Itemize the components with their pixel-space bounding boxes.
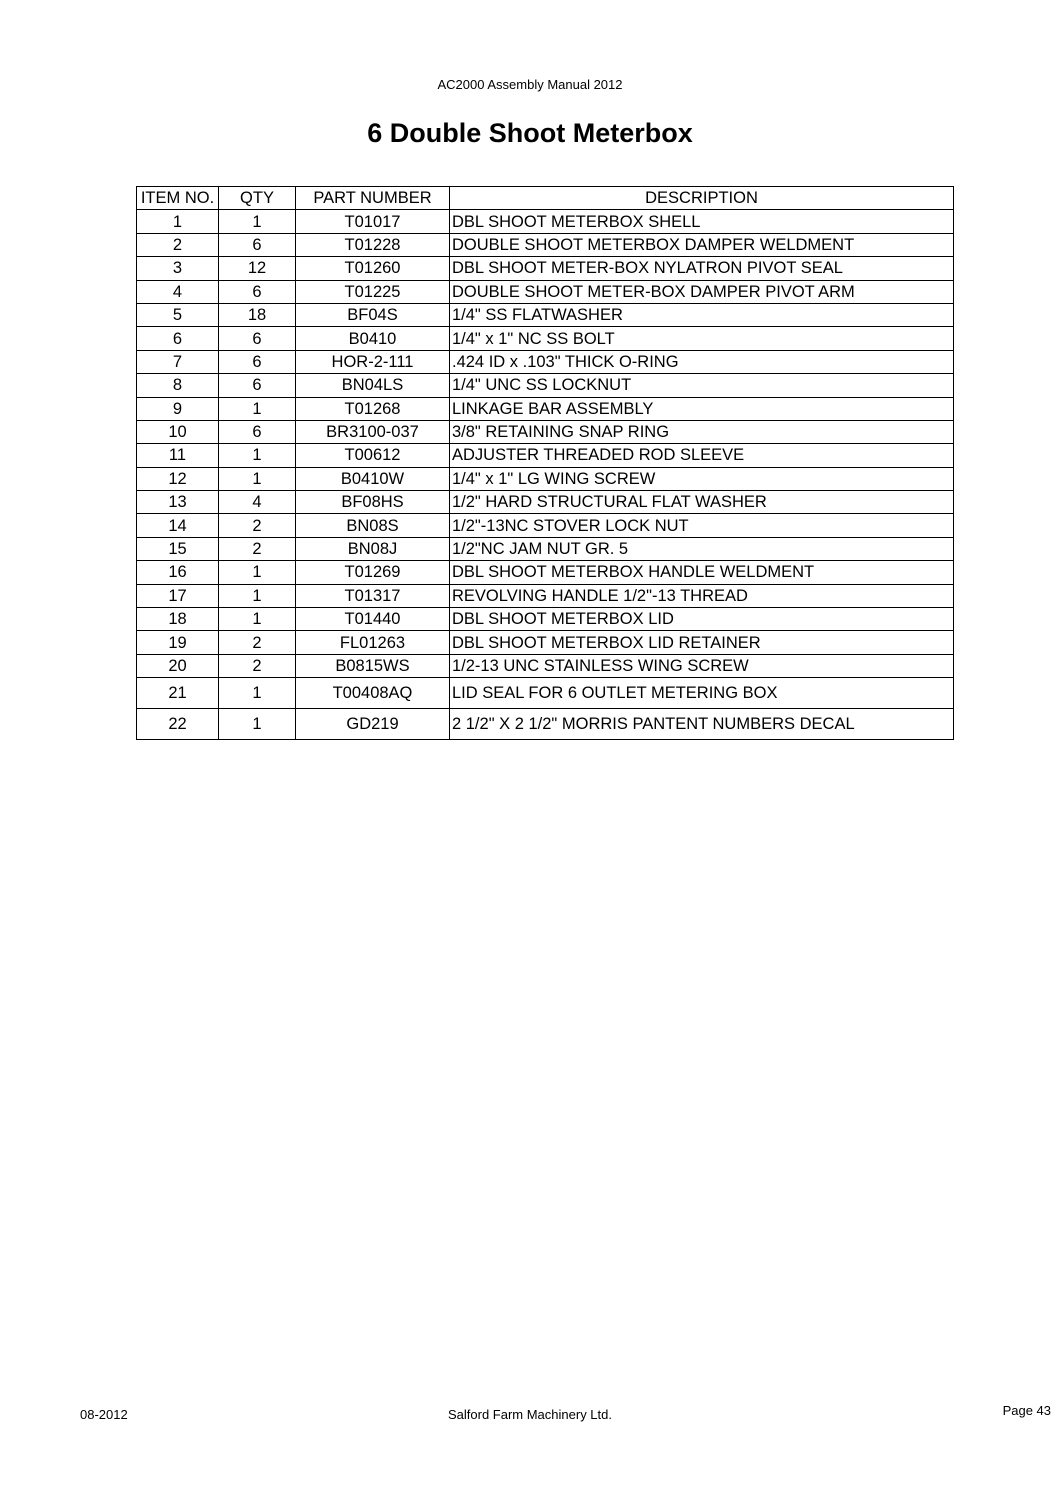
item-no-cell: 21 [137,678,219,709]
table-row [137,327,954,350]
description-cell: 1/4" UNC SS LOCKNUT [450,374,954,397]
part-number-cell: B0410W [296,467,450,490]
qty-cell: 1 [219,584,296,607]
description-cell: LID SEAL FOR 6 OUTLET METERING BOX [450,678,954,709]
description-cell: DOUBLE SHOOT METERBOX DAMPER WELDMENT [450,233,954,256]
column-header-part-number: PART NUMBER [296,187,450,210]
description-cell: 1/2" HARD STRUCTURAL FLAT WASHER [450,491,954,514]
qty-cell: 1 [219,210,296,233]
qty-cell: 1 [219,467,296,490]
part-number-cell: BN08J [296,537,450,560]
part-number-cell: BF08HS [296,491,450,514]
table-row [137,608,954,631]
page-number: Page 43 [1002,1403,1051,1418]
item-no-cell: 1 [137,210,219,233]
table-header-row [137,187,954,210]
part-number-cell: T01225 [296,280,450,303]
part-number-cell: T01269 [296,561,450,584]
table-row [137,491,954,514]
description-cell: REVOLVING HANDLE 1/2"-13 THREAD [450,584,954,607]
qty-cell: 2 [219,514,296,537]
qty-cell: 1 [219,678,296,709]
column-header-qty: QTY [219,187,296,210]
item-no-cell: 20 [137,654,219,677]
part-number-cell: HOR-2-111 [296,350,450,373]
item-no-cell: 14 [137,514,219,537]
description-cell: LINKAGE BAR ASSEMBLY [450,397,954,420]
description-cell: 1/2"-13NC STOVER LOCK NUT [450,514,954,537]
qty-cell: 12 [219,257,296,280]
description-cell: DBL SHOOT METERBOX LID RETAINER [450,631,954,654]
table-row [137,709,954,740]
table-row [137,420,954,443]
qty-cell: 6 [219,327,296,350]
part-number-cell: T01228 [296,233,450,256]
table-row [137,514,954,537]
part-number-cell: T01260 [296,257,450,280]
qty-cell: 6 [219,233,296,256]
part-number-cell: GD219 [296,709,450,740]
table-row [137,397,954,420]
part-number-cell: T01317 [296,584,450,607]
item-no-cell: 2 [137,233,219,256]
table-row [137,678,954,709]
qty-cell: 1 [219,444,296,467]
table-row [137,257,954,280]
part-number-cell: B0410 [296,327,450,350]
qty-cell: 4 [219,491,296,514]
item-no-cell: 10 [137,420,219,443]
part-number-cell: T01017 [296,210,450,233]
parts-table [136,186,954,740]
item-no-cell: 4 [137,280,219,303]
description-cell: 1/2"NC JAM NUT GR. 5 [450,537,954,560]
parts-table-body [137,210,954,740]
part-number-cell: BF04S [296,303,450,326]
table-row [137,631,954,654]
description-cell: .424 ID x .103" THICK O-RING [450,350,954,373]
item-no-cell: 5 [137,303,219,326]
item-no-cell: 9 [137,397,219,420]
description-cell: DBL SHOOT METERBOX SHELL [450,210,954,233]
part-number-cell: B0815WS [296,654,450,677]
description-cell: DBL SHOOT METERBOX HANDLE WELDMENT [450,561,954,584]
qty-cell: 1 [219,397,296,420]
table-row [137,350,954,373]
item-no-cell: 8 [137,374,219,397]
qty-cell: 2 [219,537,296,560]
part-number-cell: BN04LS [296,374,450,397]
table-row [137,303,954,326]
table-row [137,233,954,256]
item-no-cell: 7 [137,350,219,373]
description-cell: 1/2-13 UNC STAINLESS WING SCREW [450,654,954,677]
description-cell: 3/8" RETAINING SNAP RING [450,420,954,443]
qty-cell: 1 [219,608,296,631]
page-title: 6 Double Shoot Meterbox [367,118,693,148]
part-number-cell: T00612 [296,444,450,467]
item-no-cell: 11 [137,444,219,467]
table-row [137,467,954,490]
table-row [137,280,954,303]
item-no-cell: 12 [137,467,219,490]
description-cell: 2 1/2" X 2 1/2" MORRIS PANTENT NUMBERS DECAL [450,709,954,740]
qty-cell: 1 [219,709,296,740]
part-number-cell: T01440 [296,608,450,631]
qty-cell: 6 [219,350,296,373]
qty-cell: 2 [219,654,296,677]
part-number-cell: FL01263 [296,631,450,654]
item-no-cell: 3 [137,257,219,280]
item-no-cell: 13 [137,491,219,514]
table-row [137,444,954,467]
table-row [137,561,954,584]
item-no-cell: 17 [137,584,219,607]
description-cell: 1/4" SS FLATWASHER [450,303,954,326]
column-header-description: DESCRIPTION [450,187,954,210]
qty-cell: 18 [219,303,296,326]
table-row [137,374,954,397]
table-row [137,210,954,233]
qty-cell: 6 [219,420,296,443]
item-no-cell: 19 [137,631,219,654]
part-number-cell: T00408AQ [296,678,450,709]
qty-cell: 6 [219,280,296,303]
description-cell: 1/4" x 1" NC SS BOLT [450,327,954,350]
description-cell: DBL SHOOT METERBOX LID [450,608,954,631]
table-row [137,537,954,560]
manual-header: AC2000 Assembly Manual 2012 [437,77,623,92]
item-no-cell: 16 [137,561,219,584]
item-no-cell: 22 [137,709,219,740]
description-cell: DBL SHOOT METER-BOX NYLATRON PIVOT SEAL [450,257,954,280]
table-row [137,654,954,677]
table-row [137,584,954,607]
footer-date: 08-2012 [80,1407,128,1422]
column-header-item-no: ITEM NO. [137,187,219,210]
item-no-cell: 15 [137,537,219,560]
description-cell: DOUBLE SHOOT METER-BOX DAMPER PIVOT ARM [450,280,954,303]
part-number-cell: BR3100-037 [296,420,450,443]
part-number-cell: BN08S [296,514,450,537]
qty-cell: 1 [219,561,296,584]
qty-cell: 2 [219,631,296,654]
description-cell: ADJUSTER THREADED ROD SLEEVE [450,444,954,467]
qty-cell: 6 [219,374,296,397]
item-no-cell: 6 [137,327,219,350]
footer-company: Salford Farm Machinery Ltd. [447,1407,612,1422]
part-number-cell: T01268 [296,397,450,420]
description-cell: 1/4" x 1" LG WING SCREW [450,467,954,490]
item-no-cell: 18 [137,608,219,631]
